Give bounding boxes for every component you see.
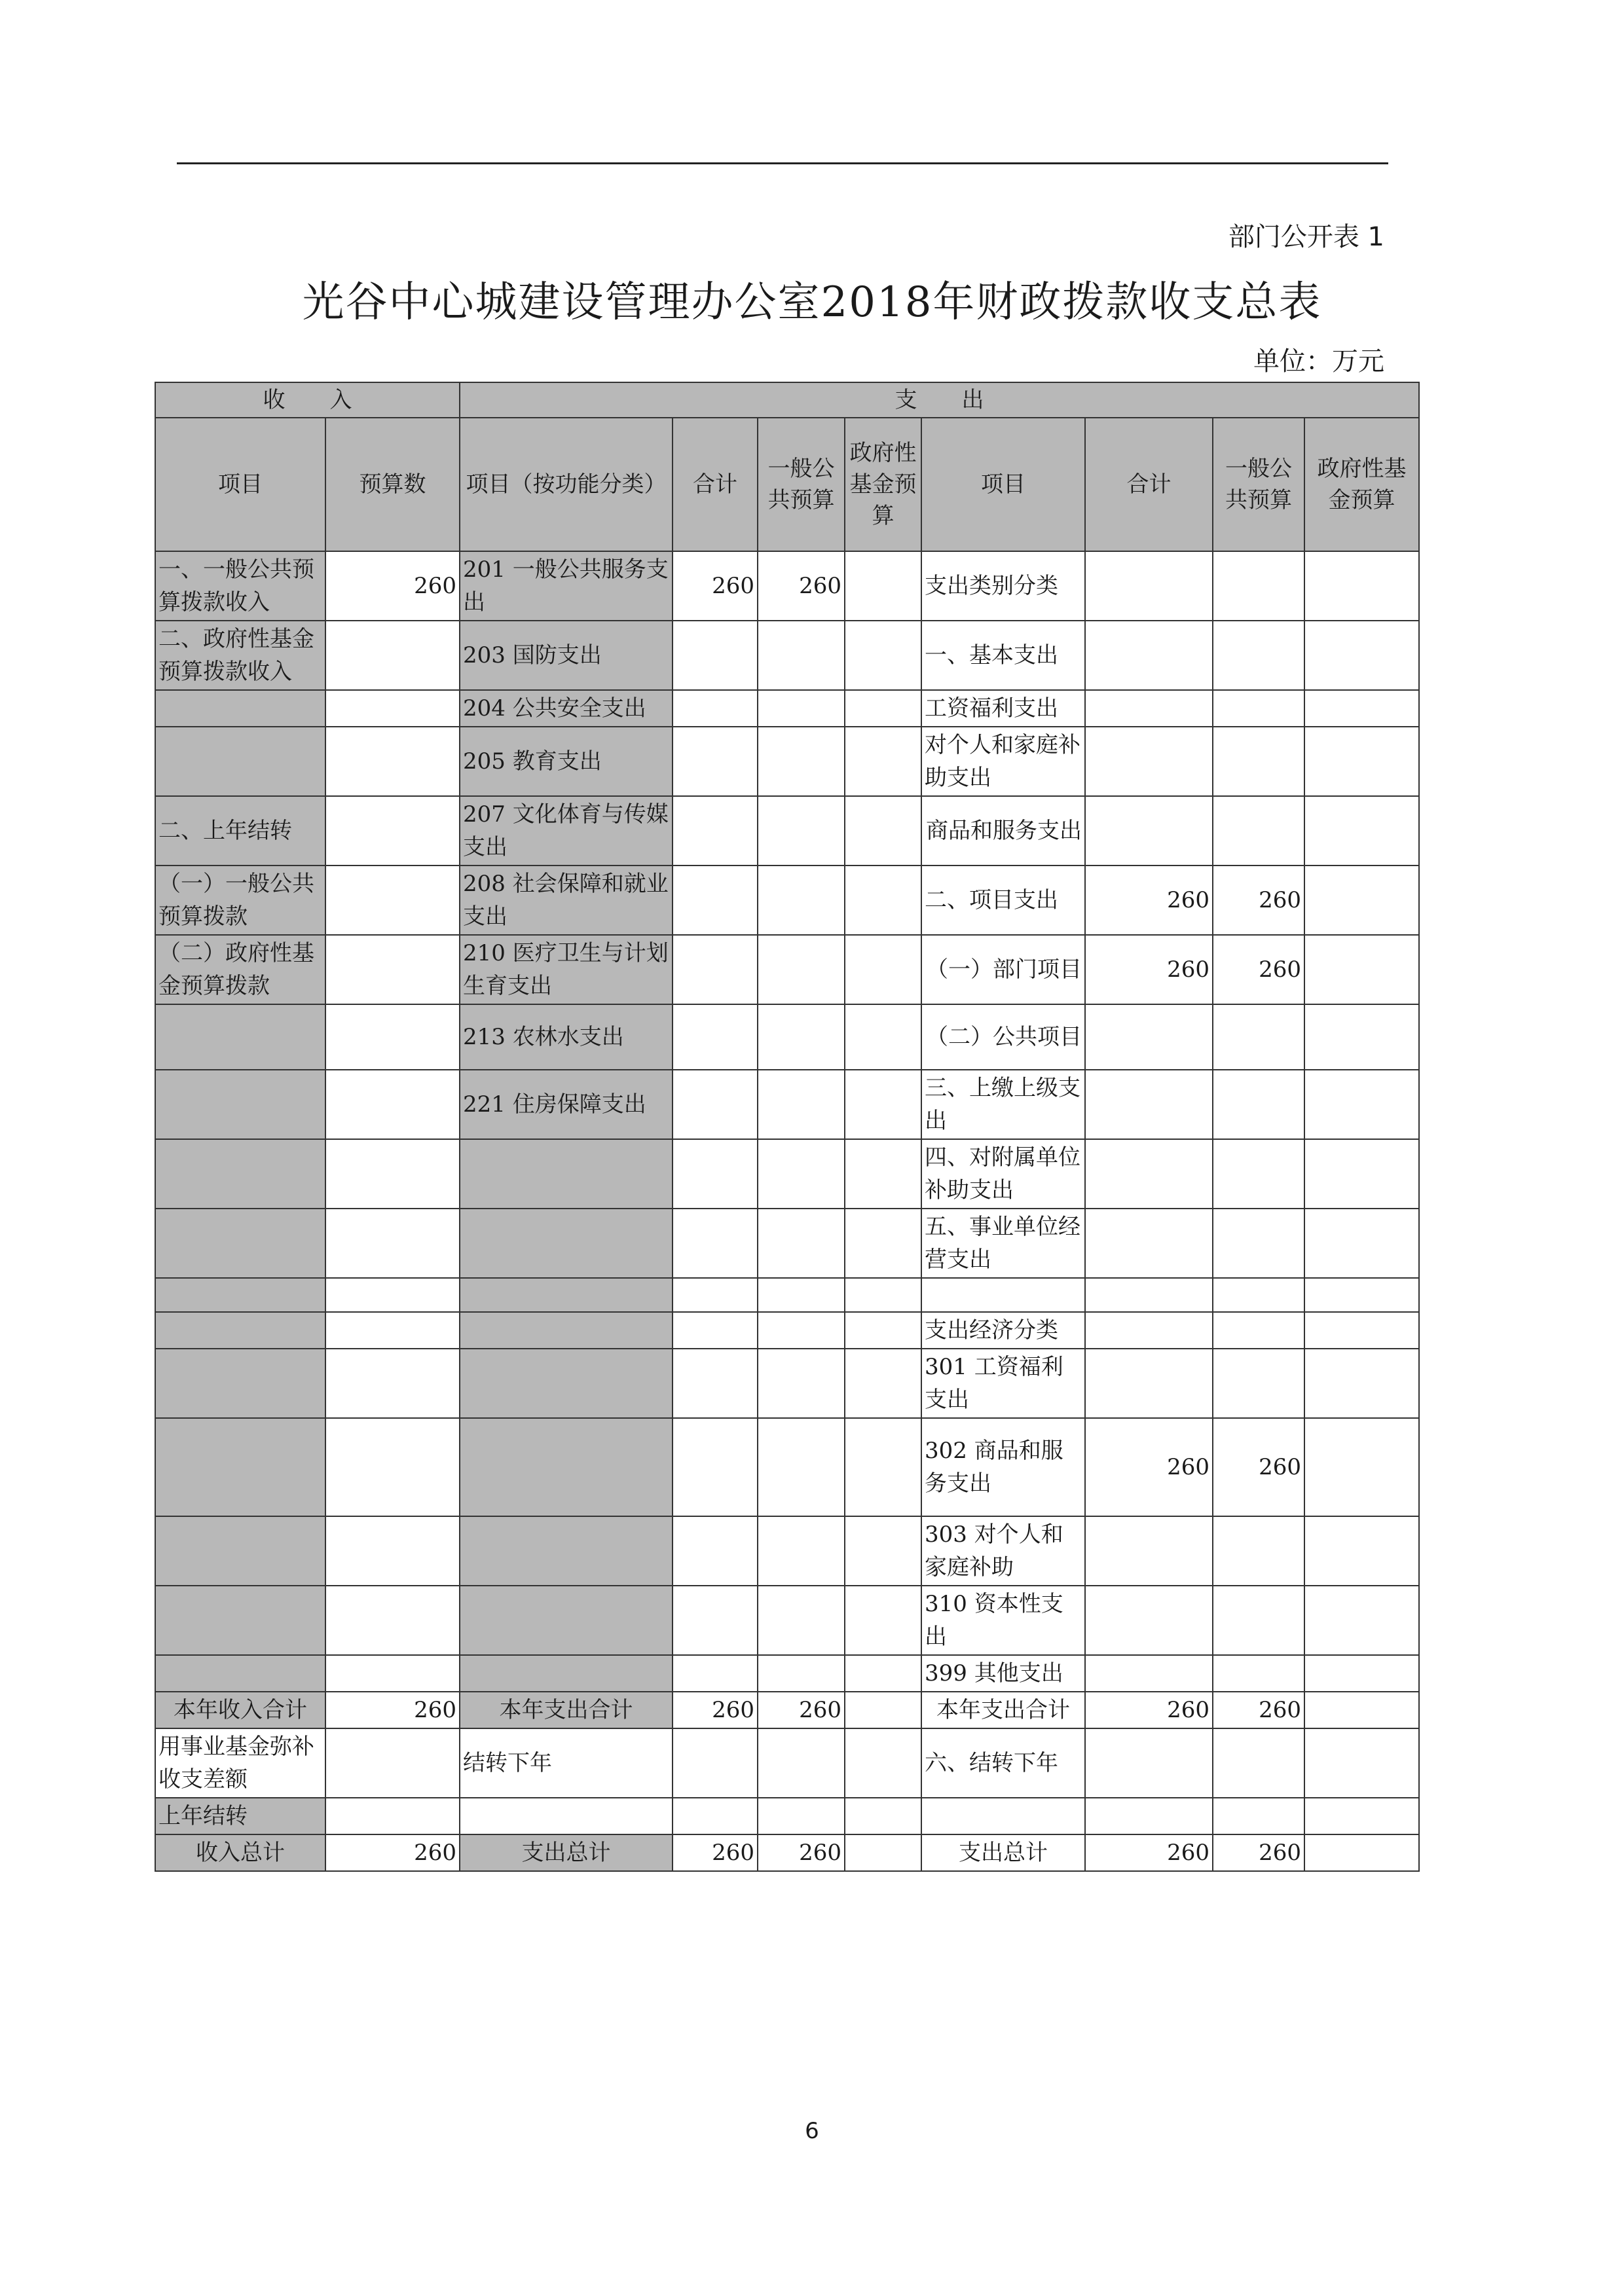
table-row [155, 1004, 1419, 1070]
table-cell: 二、政府性基金预算拨款收入 [155, 621, 325, 690]
table-cell [673, 935, 758, 1004]
table-cell: （一）部门项目 [921, 935, 1085, 1004]
table-cell [1213, 1312, 1304, 1349]
income-group-header: 收 入 [155, 382, 460, 418]
document-title: 光谷中心城建设管理办公室2018年财政拨款收支总表 [302, 278, 1322, 327]
table-cell [758, 690, 845, 727]
table-cell [325, 1418, 460, 1516]
table-cell [460, 1312, 673, 1349]
table-cell [673, 1418, 758, 1516]
table-cell [921, 1798, 1085, 1834]
table-cell [673, 1798, 758, 1834]
table-cell [673, 1070, 758, 1139]
table-cell [325, 1728, 460, 1798]
table-cell: 302 商品和服务支出 [921, 1418, 1085, 1516]
table-cell [325, 1586, 460, 1655]
table-cell: 208 社会保障和就业支出 [460, 866, 673, 935]
table-cell [1213, 1728, 1304, 1798]
table-cell: 260 [1213, 866, 1304, 935]
table-cell [1085, 796, 1213, 866]
table-cell: 支出经济分类 [921, 1312, 1085, 1349]
page-number: 6 [805, 2118, 819, 2144]
column-header: 预算数 [325, 418, 460, 551]
table-cell [845, 551, 921, 621]
table-cell: 二、项目支出 [921, 866, 1085, 935]
table-cell: 399 其他支出 [921, 1655, 1085, 1692]
table-cell [460, 1209, 673, 1278]
table-cell: 260 [758, 551, 845, 621]
table-cell [673, 1655, 758, 1692]
table-cell [673, 1278, 758, 1312]
table-cell [1085, 1349, 1213, 1418]
column-header-row [155, 418, 1419, 551]
table-cell [155, 1070, 325, 1139]
table-cell [845, 1004, 921, 1070]
form-number: 部门公开表 1 [1228, 222, 1384, 252]
table-cell [758, 1516, 845, 1586]
table-row [155, 690, 1419, 727]
table-cell: 六、结转下年 [921, 1728, 1085, 1798]
table-cell [845, 621, 921, 690]
table-cell [1304, 1139, 1419, 1209]
table-cell [845, 1692, 921, 1728]
table-cell [1213, 1139, 1304, 1209]
table-cell [460, 1516, 673, 1586]
table-cell [1213, 1655, 1304, 1692]
table-row [155, 1209, 1419, 1278]
table-cell [1213, 1516, 1304, 1586]
table-cell [758, 621, 845, 690]
table-cell [845, 866, 921, 935]
table-cell: 260 [1213, 1834, 1304, 1871]
table-cell [1304, 1692, 1419, 1728]
table-cell [673, 1516, 758, 1586]
table-cell [1213, 1004, 1304, 1070]
table-cell [155, 690, 325, 727]
table-row [155, 1655, 1419, 1692]
table-cell [1213, 551, 1304, 621]
table-cell: 260 [1213, 1418, 1304, 1516]
table-cell: 260 [1085, 1834, 1213, 1871]
table-cell [845, 1728, 921, 1798]
table-cell [1085, 1798, 1213, 1834]
column-header: 项目 [155, 418, 325, 551]
table-cell [325, 1278, 460, 1312]
table-row [155, 621, 1419, 690]
table-cell [673, 621, 758, 690]
table-cell [1213, 1070, 1304, 1139]
table-cell [1085, 1139, 1213, 1209]
table-cell [325, 1349, 460, 1418]
table-cell: 260 [325, 551, 460, 621]
table-cell [1304, 1798, 1419, 1834]
table-cell [845, 1655, 921, 1692]
table-cell [325, 866, 460, 935]
table-cell [758, 1312, 845, 1349]
table-cell: （二）公共项目 [921, 1004, 1085, 1070]
table-cell [845, 1349, 921, 1418]
table-cell: 一、基本支出 [921, 621, 1085, 690]
table-cell: 260 [1085, 935, 1213, 1004]
table-cell [155, 727, 325, 796]
table-cell [1085, 1728, 1213, 1798]
table-cell [1304, 1418, 1419, 1516]
table-cell [155, 1209, 325, 1278]
table-cell: 260 [758, 1692, 845, 1728]
table-cell [1304, 796, 1419, 866]
table-cell [1085, 1209, 1213, 1278]
table-cell [1304, 1655, 1419, 1692]
table-cell [673, 1349, 758, 1418]
table-cell: 260 [325, 1834, 460, 1871]
table-cell [758, 1139, 845, 1209]
table-cell [845, 1209, 921, 1278]
table-cell [1304, 727, 1419, 796]
table-cell [325, 621, 460, 690]
table-cell [845, 1278, 921, 1312]
table-cell [673, 727, 758, 796]
table-cell [1304, 1312, 1419, 1349]
table-cell [1213, 727, 1304, 796]
table-cell: 260 [325, 1692, 460, 1728]
table-cell [1213, 621, 1304, 690]
table-cell: 303 对个人和家庭补助 [921, 1516, 1085, 1586]
table-cell [1304, 1834, 1419, 1871]
table-cell [758, 1655, 845, 1692]
table-cell [921, 1278, 1085, 1312]
table-cell [155, 1586, 325, 1655]
table-row [155, 866, 1419, 935]
table-cell: 上年结转 [155, 1798, 325, 1834]
table-cell [845, 1070, 921, 1139]
column-header: 项目 [921, 418, 1085, 551]
table-cell: 221 住房保障支出 [460, 1070, 673, 1139]
table-cell [325, 1070, 460, 1139]
table-cell [758, 1070, 845, 1139]
expense-group-header: 支 出 [460, 382, 1419, 418]
table-cell [155, 1655, 325, 1692]
table-cell: 工资福利支出 [921, 690, 1085, 727]
table-row [155, 1586, 1419, 1655]
table-cell [845, 1418, 921, 1516]
table-cell [673, 1209, 758, 1278]
table-cell: 260 [1085, 1692, 1213, 1728]
table-cell: 本年支出合计 [921, 1692, 1085, 1728]
table-cell [758, 727, 845, 796]
table-cell [673, 1004, 758, 1070]
table-cell [1085, 727, 1213, 796]
table-cell: 210 医疗卫生与计划生育支出 [460, 935, 673, 1004]
table-cell: 四、对附属单位补助支出 [921, 1139, 1085, 1209]
table-cell [325, 690, 460, 727]
table-cell [758, 1418, 845, 1516]
table-cell: 260 [1085, 1418, 1213, 1516]
table-row [155, 1728, 1419, 1798]
table-cell [845, 1516, 921, 1586]
column-header: 一般公共预算 [758, 418, 845, 551]
table-cell [325, 796, 460, 866]
table-cell: 260 [673, 1692, 758, 1728]
table-cell [1304, 866, 1419, 935]
table-cell [155, 1278, 325, 1312]
table-cell: 260 [673, 1834, 758, 1871]
table-row [155, 1834, 1419, 1871]
table-cell [673, 1586, 758, 1655]
table-cell: 205 教育支出 [460, 727, 673, 796]
table-cell: 207 文化体育与传媒支出 [460, 796, 673, 866]
table-cell [1213, 1278, 1304, 1312]
table-cell [1213, 1586, 1304, 1655]
table-cell [155, 1312, 325, 1349]
table-cell: 商品和服务支出 [921, 796, 1085, 866]
table-cell [758, 1586, 845, 1655]
table-cell [1085, 551, 1213, 621]
table-cell [758, 1349, 845, 1418]
table-cell: 204 公共安全支出 [460, 690, 673, 727]
header-rule [177, 162, 1388, 164]
table-row [155, 551, 1419, 621]
table-cell [1304, 621, 1419, 690]
table-cell [325, 1655, 460, 1692]
table-cell [325, 1312, 460, 1349]
table-cell [1213, 690, 1304, 727]
table-cell [758, 1728, 845, 1798]
table-cell [155, 1349, 325, 1418]
table-cell [845, 796, 921, 866]
table-cell: 260 [1085, 866, 1213, 935]
table-cell [673, 1139, 758, 1209]
table-row [155, 1139, 1419, 1209]
table-cell [1304, 1070, 1419, 1139]
table-cell [1085, 621, 1213, 690]
table-cell [1213, 1349, 1304, 1418]
table-cell [1304, 1349, 1419, 1418]
table-cell [1304, 1004, 1419, 1070]
table-cell [460, 1139, 673, 1209]
table-cell [1213, 1209, 1304, 1278]
table-cell: （一）一般公共预算拨款 [155, 866, 325, 935]
table-cell: 260 [1213, 935, 1304, 1004]
table-cell: 支出类别分类 [921, 551, 1085, 621]
table-cell: 301 工资福利支出 [921, 1349, 1085, 1418]
table-cell [758, 935, 845, 1004]
table-cell [155, 1139, 325, 1209]
table-cell [1085, 1655, 1213, 1692]
table-cell: 260 [673, 551, 758, 621]
table-cell [155, 1516, 325, 1586]
table-cell [325, 1516, 460, 1586]
table-cell: 本年支出合计 [460, 1692, 673, 1728]
table-cell [1213, 1798, 1304, 1834]
table-cell: 二、上年结转 [155, 796, 325, 866]
table-cell [325, 935, 460, 1004]
table-cell: 支出总计 [460, 1834, 673, 1871]
column-header: 政府性基金预算 [845, 418, 921, 551]
table-cell [845, 1586, 921, 1655]
table-cell [845, 1139, 921, 1209]
table-cell: 一、一般公共预算拨款收入 [155, 551, 325, 621]
table-cell [1304, 1278, 1419, 1312]
table-cell [845, 935, 921, 1004]
table-cell [155, 1004, 325, 1070]
table-cell [1213, 796, 1304, 866]
table-cell [758, 796, 845, 866]
table-cell [1304, 935, 1419, 1004]
table-cell [1304, 1516, 1419, 1586]
table-cell [845, 1312, 921, 1349]
table-row [155, 1349, 1419, 1418]
table-cell: （二）政府性基金预算拨款 [155, 935, 325, 1004]
column-header: 合计 [673, 418, 758, 551]
table-cell [155, 1418, 325, 1516]
column-header: 政府性基金预算 [1304, 418, 1419, 551]
table-cell [845, 1798, 921, 1834]
table-cell [1304, 690, 1419, 727]
table-row [155, 796, 1419, 866]
table-cell [325, 1139, 460, 1209]
table-cell [460, 1278, 673, 1312]
table-cell [673, 1728, 758, 1798]
table-cell: 对个人和家庭补助支出 [921, 727, 1085, 796]
table-cell [1085, 1312, 1213, 1349]
budget-table [155, 382, 1420, 1872]
table-cell [460, 1655, 673, 1692]
table-cell [325, 1209, 460, 1278]
table-cell [1085, 1586, 1213, 1655]
table-cell [758, 1004, 845, 1070]
table-cell [845, 727, 921, 796]
column-header: 项目（按功能分类） [460, 418, 673, 551]
table-cell [673, 866, 758, 935]
table-cell [325, 1798, 460, 1834]
table-cell [460, 1586, 673, 1655]
table-row [155, 1418, 1419, 1516]
table-cell [758, 1209, 845, 1278]
table-cell [325, 727, 460, 796]
unit-label: 单位：万元 [1253, 346, 1384, 376]
table-cell: 310 资本性支出 [921, 1586, 1085, 1655]
table-cell [673, 1312, 758, 1349]
table-cell [1304, 1586, 1419, 1655]
table-cell: 201 一般公共服务支出 [460, 551, 673, 621]
table-cell: 用事业基金弥补收支差额 [155, 1728, 325, 1798]
table-cell [1085, 1278, 1213, 1312]
table-cell [1304, 1209, 1419, 1278]
table-cell [1304, 551, 1419, 621]
table-cell [325, 1004, 460, 1070]
table-row [155, 1798, 1419, 1834]
table-cell [1085, 1516, 1213, 1586]
table-cell [460, 1798, 673, 1834]
column-header: 合计 [1085, 418, 1213, 551]
table-cell: 203 国防支出 [460, 621, 673, 690]
table-cell [1304, 1728, 1419, 1798]
table-cell [460, 1349, 673, 1418]
table-row [155, 1312, 1419, 1349]
table-row [155, 727, 1419, 796]
table-cell: 本年收入合计 [155, 1692, 325, 1728]
table-cell [1085, 1070, 1213, 1139]
table-cell: 支出总计 [921, 1834, 1085, 1871]
table-cell [460, 1418, 673, 1516]
table-cell [845, 690, 921, 727]
table-cell: 结转下年 [460, 1728, 673, 1798]
table-row [155, 1692, 1419, 1728]
table-row [155, 935, 1419, 1004]
table-cell: 213 农林水支出 [460, 1004, 673, 1070]
table-cell [758, 1798, 845, 1834]
column-header: 一般公共预算 [1213, 418, 1304, 551]
table-cell: 收入总计 [155, 1834, 325, 1871]
group-header-row [155, 382, 1419, 418]
table-cell [758, 866, 845, 935]
table-cell: 260 [758, 1834, 845, 1871]
table-cell [673, 796, 758, 866]
table-cell [845, 1834, 921, 1871]
table-row [155, 1516, 1419, 1586]
table-cell [673, 690, 758, 727]
table-row [155, 1070, 1419, 1139]
table-cell: 五、事业单位经营支出 [921, 1209, 1085, 1278]
table-row [155, 1278, 1419, 1312]
table-cell: 260 [1213, 1692, 1304, 1728]
table-cell: 三、上缴上级支出 [921, 1070, 1085, 1139]
table-cell [1085, 690, 1213, 727]
table-cell [1085, 1004, 1213, 1070]
table-cell [758, 1278, 845, 1312]
